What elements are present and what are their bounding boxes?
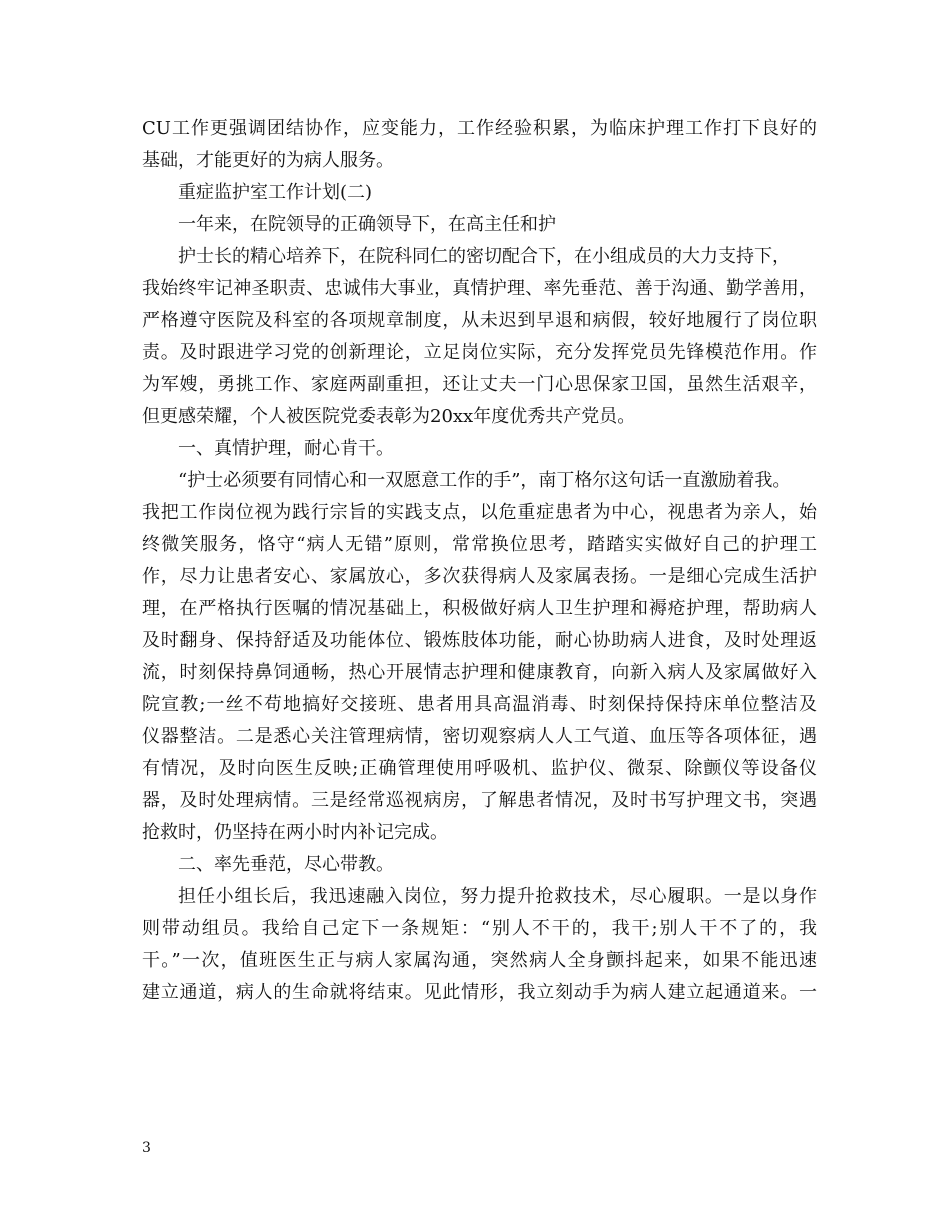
text-line: 我把工作岗位视为践行宗旨的实践支点，以危重症患者为中心，视患者为亲人，始 <box>142 502 817 523</box>
text-line: 院宣教;一丝不苟地搞好交接班、患者用具高温消毒、时刻保持保持床单位整洁及 <box>142 694 817 715</box>
body-text <box>142 113 817 1009</box>
text-line: 担任小组长后，我迅速融入岗位，努力提升抢救技术，尽心履职。一是以身作 <box>178 886 817 907</box>
text-line: 干。”一次，值班医生正与病人家属沟通，突然病人全身颤抖起来，如果不能迅速 <box>142 950 817 971</box>
text-line: 有情况，及时向医生反映;正确管理使用呼吸机、监护仪、微泵、除颤仪等设备仪 <box>142 758 817 779</box>
text-line: CU工作更强调团结协作，应变能力，工作经验积累，为临床护理工作打下良好的 <box>142 118 817 139</box>
text-line: 为军嫂，勇挑工作、家庭两副重担，还让丈夫一门心思保家卫国，虽然生活艰辛， <box>142 374 817 395</box>
text-line: 则带动组员。我给自己定下一条规矩：“别人不干的，我干;别人干不了的，我 <box>142 918 817 939</box>
text-line: 仪器整洁。二是悉心关注管理病情，密切观察病人人工气道、血压等各项体征，遇 <box>142 726 817 747</box>
text-line: 建立通道，病人的生命就将结束。见此情形，我立刻动手为病人建立起通道来。一 <box>142 982 817 1003</box>
text-line: 一、真情护理，耐心肯干。 <box>178 438 394 459</box>
text-line: 二、率先垂范，尽心带教。 <box>178 854 394 875</box>
text-line: 作，尽力让患者安心、家属放心，多次获得病人及家属表扬。一是细心完成生活护 <box>142 566 817 587</box>
text-line: 流，时刻保持鼻饲通畅，热心开展情志护理和健康教育，向新入病人及家属做好入 <box>142 662 817 683</box>
text-line: 器，及时处理病情。三是经常巡视病房，了解患者情况，及时书写护理文书，突遇 <box>142 790 817 811</box>
text-line: 护士长的精心培养下，在院科同仁的密切配合下，在小组成员的大力支持下， <box>178 246 790 267</box>
text-line: 但更感荣耀，个人被医院党委表彰为20xx年度优秀共产党员。 <box>142 406 636 427</box>
text-line: “护士必须要有同情心和一双愿意工作的手”，南丁格尔这句话一直激励着我。 <box>178 470 791 491</box>
text-line: 我始终牢记神圣职责、忠诚伟大事业，真情护理、率先垂范、善于沟通、勤学善用， <box>142 278 817 299</box>
text-line: 及时翻身、保持舒适及功能体位、锻炼肢体功能，耐心协助病人进食，及时处理返 <box>142 630 817 651</box>
text-line: 严格遵守医院及科室的各项规章制度，从未迟到早退和病假，较好地履行了岗位职 <box>142 310 817 331</box>
text-line: 抢救时，仍坚持在两小时内补记完成。 <box>142 822 448 843</box>
page-number: 3 <box>142 1140 151 1156</box>
text-line: 重症监护室工作计划(二) <box>178 182 373 203</box>
text-line: 责。及时跟进学习党的创新理论，立足岗位实际，充分发挥党员先锋模范作用。作 <box>142 342 817 363</box>
text-line: 终微笑服务，恪守“病人无错”原则，常常换位思考，踏踏实实做好自己的护理工 <box>142 534 817 555</box>
text-line: 基础，才能更好的为病人服务。 <box>142 150 394 171</box>
text-line: 一年来，在院领导的正确领导下，在高主任和护 <box>178 214 556 235</box>
text-line: 理，在严格执行医嘱的情况基础上，积极做好病人卫生护理和褥疮护理，帮助病人 <box>142 598 817 619</box>
